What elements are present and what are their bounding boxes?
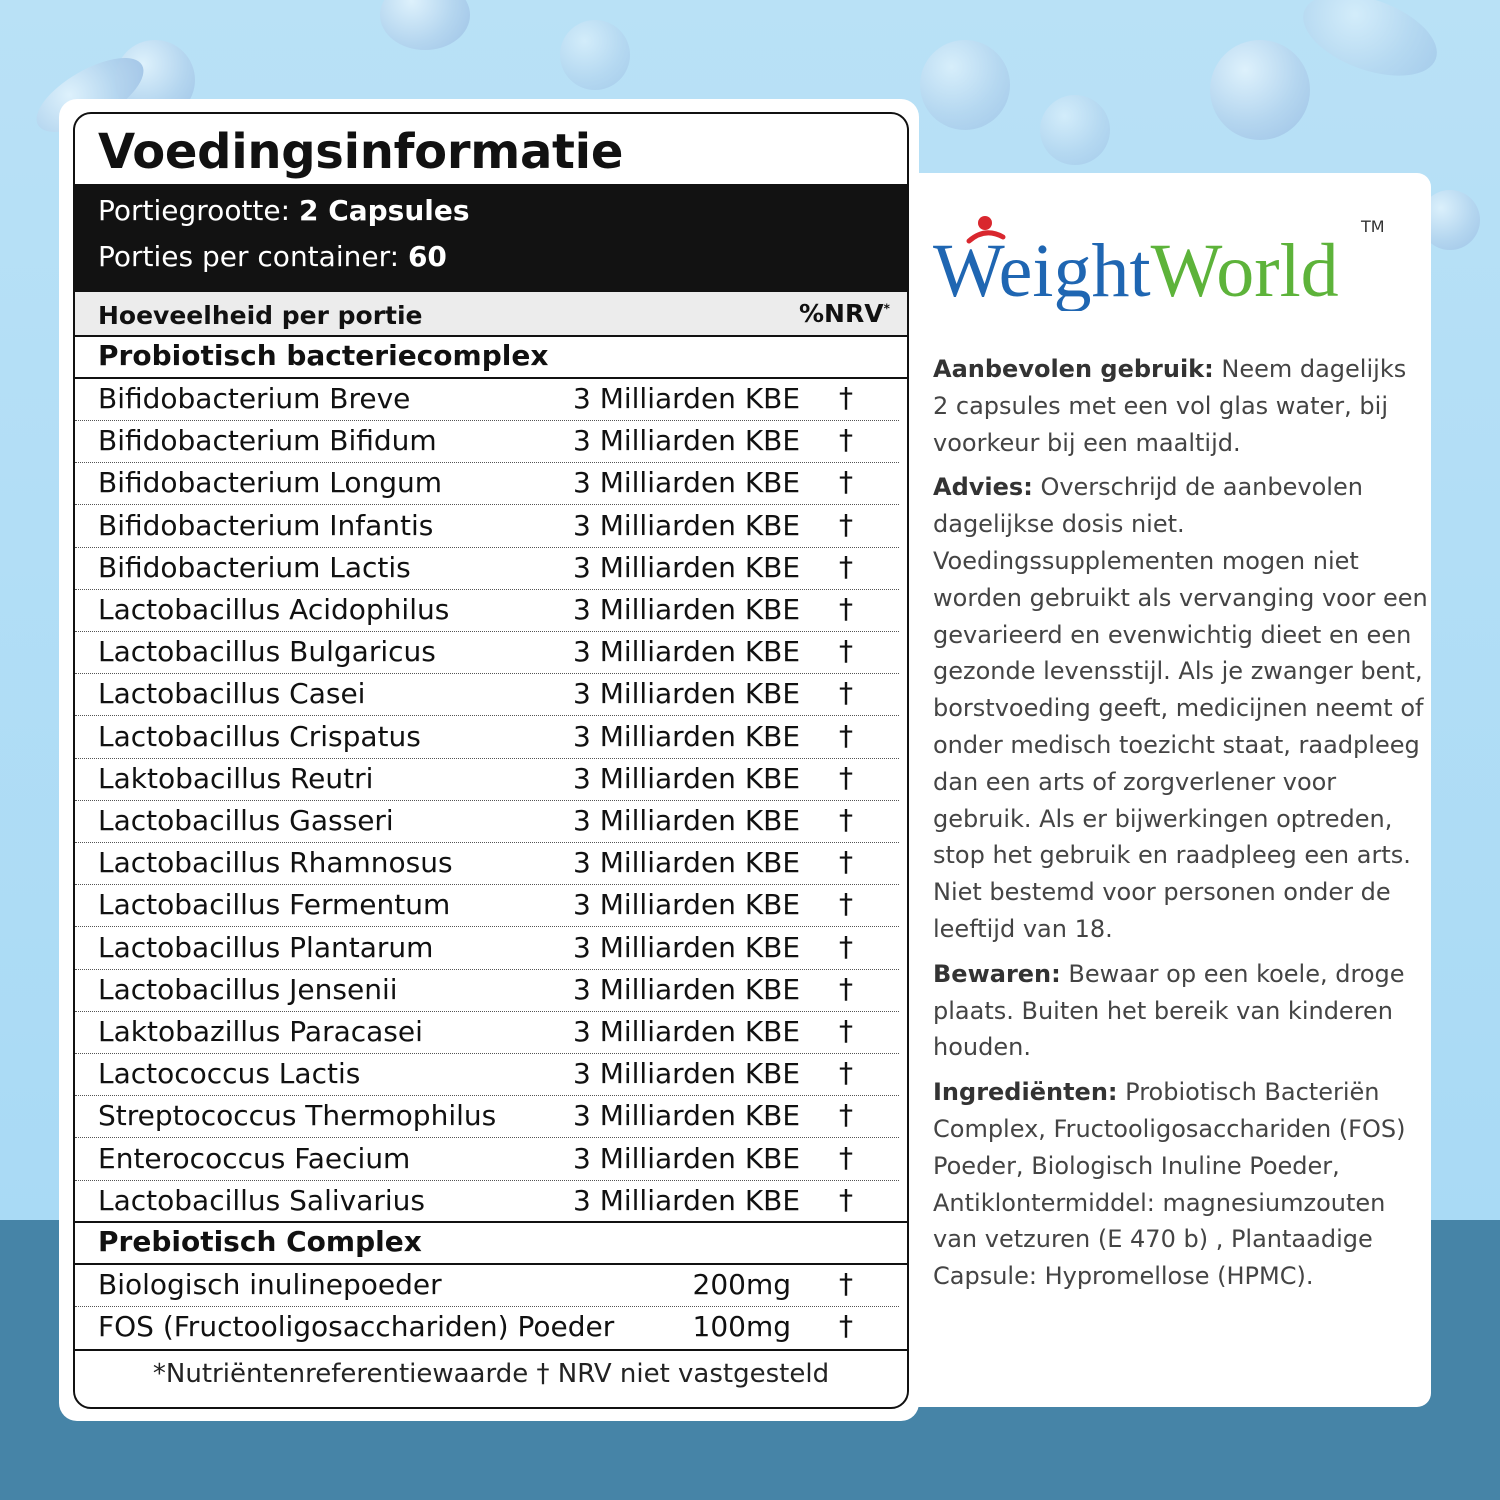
nutrient-name: Streptococcus Thermophilus (98, 1099, 497, 1133)
logo-wordmark (933, 229, 1339, 311)
nutrient-row (75, 1181, 907, 1223)
nutrition-card (59, 99, 919, 1421)
nutrient-row (75, 1139, 907, 1181)
footnote-divider (75, 1349, 907, 1351)
nutrient-row (75, 801, 907, 843)
nutrient-name: Bifidobacterium Breve (98, 382, 411, 415)
nutrient-amount: 3 Milliarden KBE (573, 593, 801, 626)
nutrient-row (75, 548, 907, 590)
nutrient-name: Laktobazillus Paracasei (98, 1015, 423, 1048)
nutrient-nrv: † (839, 803, 853, 836)
nutrient-name: Lactobacillus Fermentum (98, 888, 451, 922)
nutrient-row (75, 1012, 907, 1054)
nutrient-name: Bifidobacterium Infantis (98, 508, 434, 542)
nutrient-name: Lactobacillus Salivarius (98, 1183, 426, 1217)
nutrient-nrv: † (839, 676, 853, 710)
nutrient-row (75, 1265, 907, 1307)
nutrient-row (75, 463, 907, 505)
nutrient-nrv: † (839, 592, 853, 625)
nutrient-name: Lactococcus Lactis (98, 1057, 361, 1091)
weightworld-logo (933, 211, 1385, 311)
footnote: *Nutriëntenreferentiewaarde † NRV niet vastgesteld (152, 1359, 830, 1389)
logo-figure-head (978, 216, 992, 230)
nutrient-nrv: † (839, 1309, 853, 1342)
product-info-text (933, 351, 1428, 1303)
prebiotic-section-heading (75, 1223, 907, 1265)
nutrient-nrv: † (839, 1267, 853, 1300)
nutrient-amount: 3 Milliarden KBE (573, 635, 801, 669)
serving-size-value: 2 Capsules (298, 194, 470, 227)
nutrient-nrv: † (839, 1140, 853, 1174)
column-header-amount: Hoeveelheid per portie (98, 301, 423, 330)
nutrient-row (75, 970, 907, 1012)
nutrient-nrv: † (839, 1098, 853, 1132)
nutrient-amount: 3 Milliarden KBE (573, 508, 801, 542)
nutrient-row (75, 421, 907, 463)
nutrient-amount: 3 Milliarden KBE (573, 761, 801, 795)
droplet-decoration (920, 40, 1010, 130)
nutrient-amount: 3 Milliarden KBE (573, 1015, 801, 1048)
usage-text: Neem dagelijks 2 capsules met een vol glas water, bij voorkeur bij een maaltijd. (933, 355, 1407, 457)
column-header (75, 290, 907, 337)
nutrient-name: Bifidobacterium Longum (98, 466, 443, 500)
nutrient-nrv: † (839, 423, 853, 457)
nutrient-amount: 3 Milliarden KBE (573, 424, 801, 458)
info-card (909, 173, 1431, 1407)
ingredients-text: Probiotisch Bacteriën Complex, Fructooligosacchariden (FOS) Poeder, Biologisch Inuline Poeder, Antiklontermiddel: magnesiumzouten van vetzuren (E 470 b) , Plantaadige Capsule: Hypromellose (HPMC). (933, 1078, 1406, 1291)
usage-label: Aanbevolen gebruik: (933, 355, 1214, 383)
droplet-decoration (1040, 95, 1110, 165)
nutrient-row (75, 632, 907, 674)
nutrient-amount: 3 Milliarden KBE (573, 466, 801, 500)
nutrient-amount: 3 Milliarden KBE (573, 719, 801, 753)
nutrient-amount: 3 Milliarden KBE (573, 550, 801, 584)
nutrient-row (75, 843, 907, 885)
nutrient-nrv: † (839, 507, 853, 541)
nutrient-row (75, 717, 907, 759)
nutrient-amount: 3 Milliarden KBE (573, 972, 801, 1006)
serving-size (98, 194, 470, 227)
servings-per-container-label: Porties per container: (98, 240, 400, 273)
advice-label: Advies: (933, 473, 1033, 502)
nutrient-name: Lactobacillus Crispatus (98, 719, 421, 753)
servings-per-container (98, 240, 447, 273)
nutrient-name: Bifidobacterium Bifidum (98, 424, 437, 458)
nutrient-row (75, 379, 907, 421)
nutrient-row (75, 928, 907, 970)
nutrient-nrv: † (839, 971, 853, 1005)
probiotic-section-title: Probiotisch bacteriecomplex (98, 339, 549, 372)
ingredients-label: Ingrediënten: (933, 1078, 1118, 1107)
nutrient-nrv: † (839, 549, 853, 583)
column-header-nrv-mark: * (883, 301, 890, 316)
nutrient-amount: 3 Milliarden KBE (573, 804, 801, 837)
nutrient-name: Lactobacillus Jensenii (98, 972, 398, 1006)
nutrient-row (75, 1307, 907, 1349)
advice-text: Overschrijd de aanbevolen dagelijkse dosis niet. Voedingssupplementen mogen niet worden gebruikt als vervanging voor een gevarieerd en evenwichtig dieet en een gezonde levensstijl. Als je zwanger bent, borstvoeding geeft, medicijnen neemt of onder medisch toezicht staat, raadpleeg dan een arts of zorgverlener voor gebruik. Als er bijwerkingen optreden, stop het gebruik en raadpleeg een arts. Niet bestemd voor personen onder de leeftijd van 18. (933, 473, 1428, 943)
storage-text: Bewaar op een koele, droge plaats. Buiten het bereik van kinderen houden. (933, 959, 1405, 1062)
nutrient-name: Laktobacillus Reutri (98, 761, 374, 795)
weightworld-logo-graphic (933, 211, 1373, 311)
advice-paragraph (933, 469, 1428, 947)
droplet-decoration (560, 20, 630, 90)
nutrient-amount: 3 Milliarden KBE (573, 1099, 801, 1133)
column-header-nrv-label: %NRV (799, 299, 884, 328)
nutrient-amount: 3 Milliarden KBE (573, 1057, 801, 1091)
nutrient-name: Lactobacillus Bulgaricus (98, 635, 436, 669)
nutrient-row (75, 759, 907, 801)
nutrient-nrv: † (839, 381, 853, 414)
nutrient-amount: 3 Milliarden KBE (573, 846, 801, 880)
nutrient-name: Lactobacillus Acidophilus (98, 593, 450, 626)
nutrient-nrv: † (839, 845, 853, 879)
nutrient-name: Lactobacillus Plantarum (98, 930, 434, 964)
nutrient-row (75, 885, 907, 927)
column-header-nrv (799, 299, 890, 328)
logo-word-world: World (1150, 229, 1339, 311)
nutrient-amount: 100mg (692, 1310, 791, 1343)
nutrient-nrv: † (839, 1182, 853, 1216)
nutrient-name: Lactobacillus Casei (98, 677, 366, 711)
nutrient-name: Lactobacillus Gasseri (98, 804, 394, 837)
ingredients-paragraph (933, 1074, 1428, 1295)
nutrient-nrv: † (839, 465, 853, 499)
nutrient-row (75, 1054, 907, 1096)
nutrient-name: Biologisch inulinepoeder (98, 1268, 442, 1301)
nutrient-nrv: † (839, 1014, 853, 1047)
nutrient-row (75, 506, 907, 548)
nutrient-nrv: † (839, 929, 853, 963)
storage-paragraph (933, 956, 1428, 1066)
nutrient-nrv: † (839, 718, 853, 752)
nutrient-name: Lactobacillus Rhamnosus (98, 846, 453, 880)
servings-per-container-value: 60 (407, 240, 447, 273)
nutrient-name: FOS (Fructooligosacchariden) Poeder (98, 1310, 615, 1343)
prebiotic-section-title: Prebiotisch Complex (98, 1225, 422, 1258)
nutrient-nrv: † (839, 887, 853, 921)
nutrient-amount: 3 Milliarden KBE (573, 1183, 801, 1217)
nutrient-amount: 3 Milliarden KBE (573, 930, 801, 964)
probiotic-section-heading (75, 337, 907, 379)
logo-word-weight: Weight (933, 229, 1151, 311)
serving-size-label: Portiegrootte: (98, 194, 291, 227)
nutrient-nrv: † (839, 760, 853, 794)
droplet-decoration (1210, 40, 1310, 140)
nutrient-amount: 3 Milliarden KBE (573, 1141, 801, 1175)
nutrient-amount: 3 Milliarden KBE (573, 677, 801, 711)
usage-paragraph (933, 351, 1428, 461)
nutrient-amount: 3 Milliarden KBE (573, 382, 801, 415)
nutrient-nrv: † (839, 634, 853, 668)
nutrient-amount: 3 Milliarden KBE (573, 888, 801, 922)
trademark-symbol: TM (1361, 217, 1385, 236)
nutrient-amount: 200mg (692, 1268, 791, 1301)
nutrient-nrv: † (839, 1056, 853, 1090)
nutrition-title: Voedingsinformatie (98, 124, 624, 180)
nutrient-row (75, 1096, 907, 1138)
nutrient-name: Enterococcus Faecium (98, 1141, 411, 1175)
storage-label: Bewaren: (933, 959, 1061, 988)
nutrient-row (75, 590, 907, 632)
nutrient-name: Bifidobacterium Lactis (98, 550, 411, 584)
nutrition-label (73, 112, 909, 1409)
nutrient-row (75, 674, 907, 716)
serving-band (75, 184, 907, 290)
